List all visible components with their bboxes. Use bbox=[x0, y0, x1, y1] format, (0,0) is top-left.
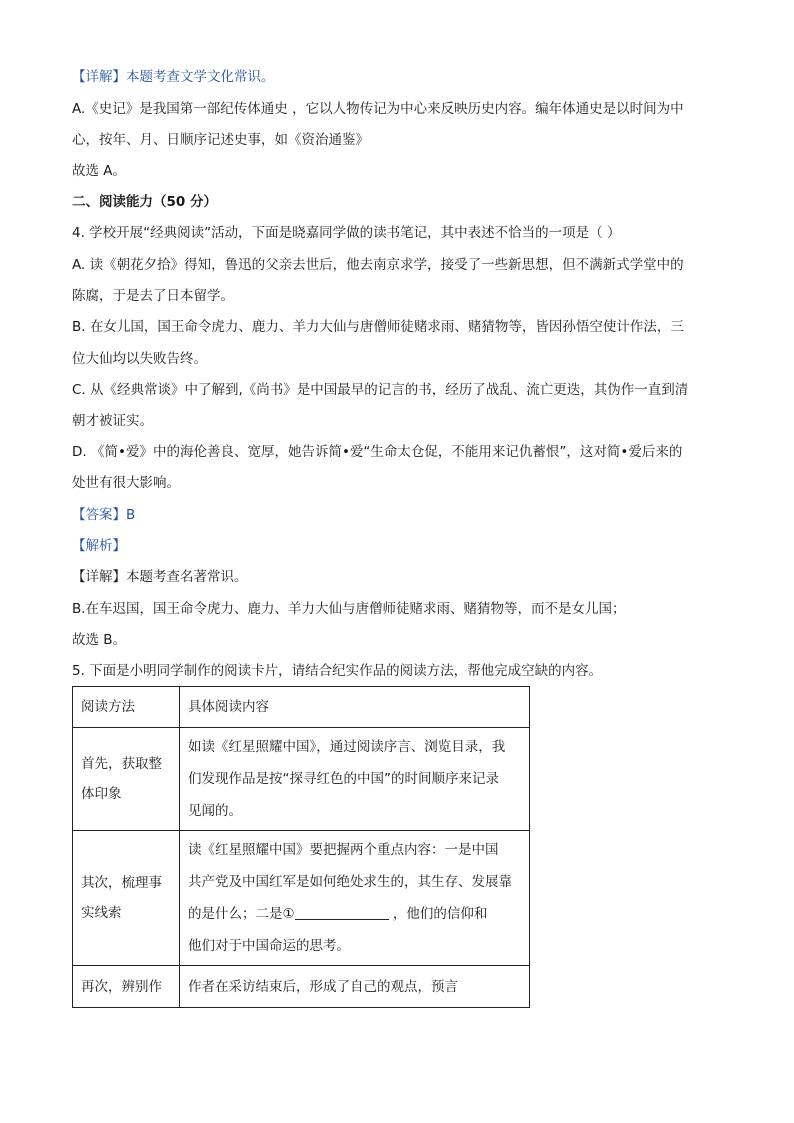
answer-blank[interactable] bbox=[295, 903, 389, 920]
detail-heading-2: 【详解】本题考查名著常识。 bbox=[72, 569, 248, 585]
option-b: B. 在女儿国，国王命令虎力、鹿力、羊力大仙与唐僧师徒赌求雨、赌猜物等，皆因孙悟空使计作法，三 bbox=[72, 319, 684, 335]
analysis-label: 【解析】 bbox=[72, 538, 126, 554]
answer-label: 【答案】B bbox=[72, 507, 136, 523]
content-text: 见闻的。 bbox=[188, 803, 242, 819]
question-4: 4. 学校开展“经典阅读”活动，下面是晓嘉同学做的读书笔记，其中表述不恰当的一项是（ ） bbox=[72, 225, 621, 241]
content-cell bbox=[180, 966, 530, 1008]
question-5: 5. 下面是小明同学制作的阅读卡片，请结合纪实作品的阅读方法，帮他完成空缺的内容。 bbox=[72, 663, 603, 679]
explanation-line: B.在车迟国，国王命令虎力、鹿力、羊力大仙与唐僧师徒赌求雨、赌猜物等，而不是女儿国； bbox=[72, 601, 626, 617]
content-text: 作者在采访结束后，形成了自己的观点，预言 bbox=[188, 978, 458, 995]
explanation-line: 心，按年、月、日顺序记述史事，如《资治通鉴》 bbox=[72, 132, 369, 148]
content-text: 的是什么；二是① bbox=[188, 906, 295, 922]
content-text: 们发现作品是按“探寻红色的中国”的时间顺序来记录 bbox=[188, 771, 499, 787]
section-heading: 二、阅读能力（50 分） bbox=[72, 194, 217, 210]
detail-heading-1: 【详解】本题考查文学文化常识。 bbox=[72, 69, 275, 85]
table-row bbox=[73, 831, 530, 966]
table-row bbox=[73, 966, 530, 1008]
reading-card-table bbox=[72, 686, 530, 1008]
method-cell bbox=[73, 966, 180, 1008]
content-text: ，他们的信仰和 bbox=[392, 906, 488, 922]
content-text: 共产党及中国红军是如何绝处求生的，其生存、发展靠 bbox=[188, 874, 512, 890]
table-row bbox=[73, 728, 530, 831]
method-text: 再次，辨别作 bbox=[81, 978, 162, 995]
content-cell bbox=[180, 831, 530, 966]
method-text: 首先，获取整 bbox=[81, 756, 162, 772]
method-cell bbox=[73, 728, 180, 831]
option-a-cont: 陈腐，于是去了日本留学。 bbox=[72, 288, 234, 304]
method-text: 实线索 bbox=[81, 905, 122, 921]
content-text: 如读《红星照耀中国》，通过阅读序言、浏览目录，我 bbox=[188, 739, 506, 755]
option-d: D. 《简•爱》中的海伦善良、宽厚，她告诉简•爱“生命太仓促，不能用来记仇蓄恨”，这对简•爱后来的 bbox=[72, 444, 683, 460]
option-c: C. 从《经典常谈》中了解到,《尚书》是中国最早的记言的书，经历了战乱、流亡更迭，其伪作一直到清 bbox=[72, 382, 689, 398]
table-header-cell: 具体阅读内容 bbox=[180, 687, 530, 728]
content-cell bbox=[180, 728, 530, 831]
option-b-cont: 位大仙均以失败告终。 bbox=[72, 351, 207, 367]
method-cell bbox=[73, 831, 180, 966]
table-header-cell: 阅读方法 bbox=[73, 687, 180, 728]
option-c-cont: 朝才被证实。 bbox=[72, 413, 153, 429]
content-text: 他们对于中国命运的思考。 bbox=[188, 938, 350, 954]
option-a: A. 读《朝花夕拾》得知，鲁迅的父亲去世后，他去南京求学，接受了一些新思想，但不满新式学堂中的 bbox=[72, 257, 684, 273]
content-text: 读《红星照耀中国》要把握两个重点内容：一是中国 bbox=[188, 842, 499, 858]
table-header-row bbox=[73, 687, 530, 728]
explanation-line: A.《史记》是我国第一部纪传体通史 ，它以人物传记为中心来反映历史内容。编年体通史是以时间为中 bbox=[72, 101, 684, 117]
content-text-with-blank bbox=[188, 898, 521, 930]
choice-line: 故选 B。 bbox=[72, 632, 127, 648]
choice-line: 故选 A。 bbox=[72, 163, 127, 179]
method-text: 其次，梳理事 bbox=[81, 875, 162, 891]
method-text: 体印象 bbox=[81, 786, 122, 802]
option-d-cont: 处世有很大影响。 bbox=[72, 475, 180, 491]
